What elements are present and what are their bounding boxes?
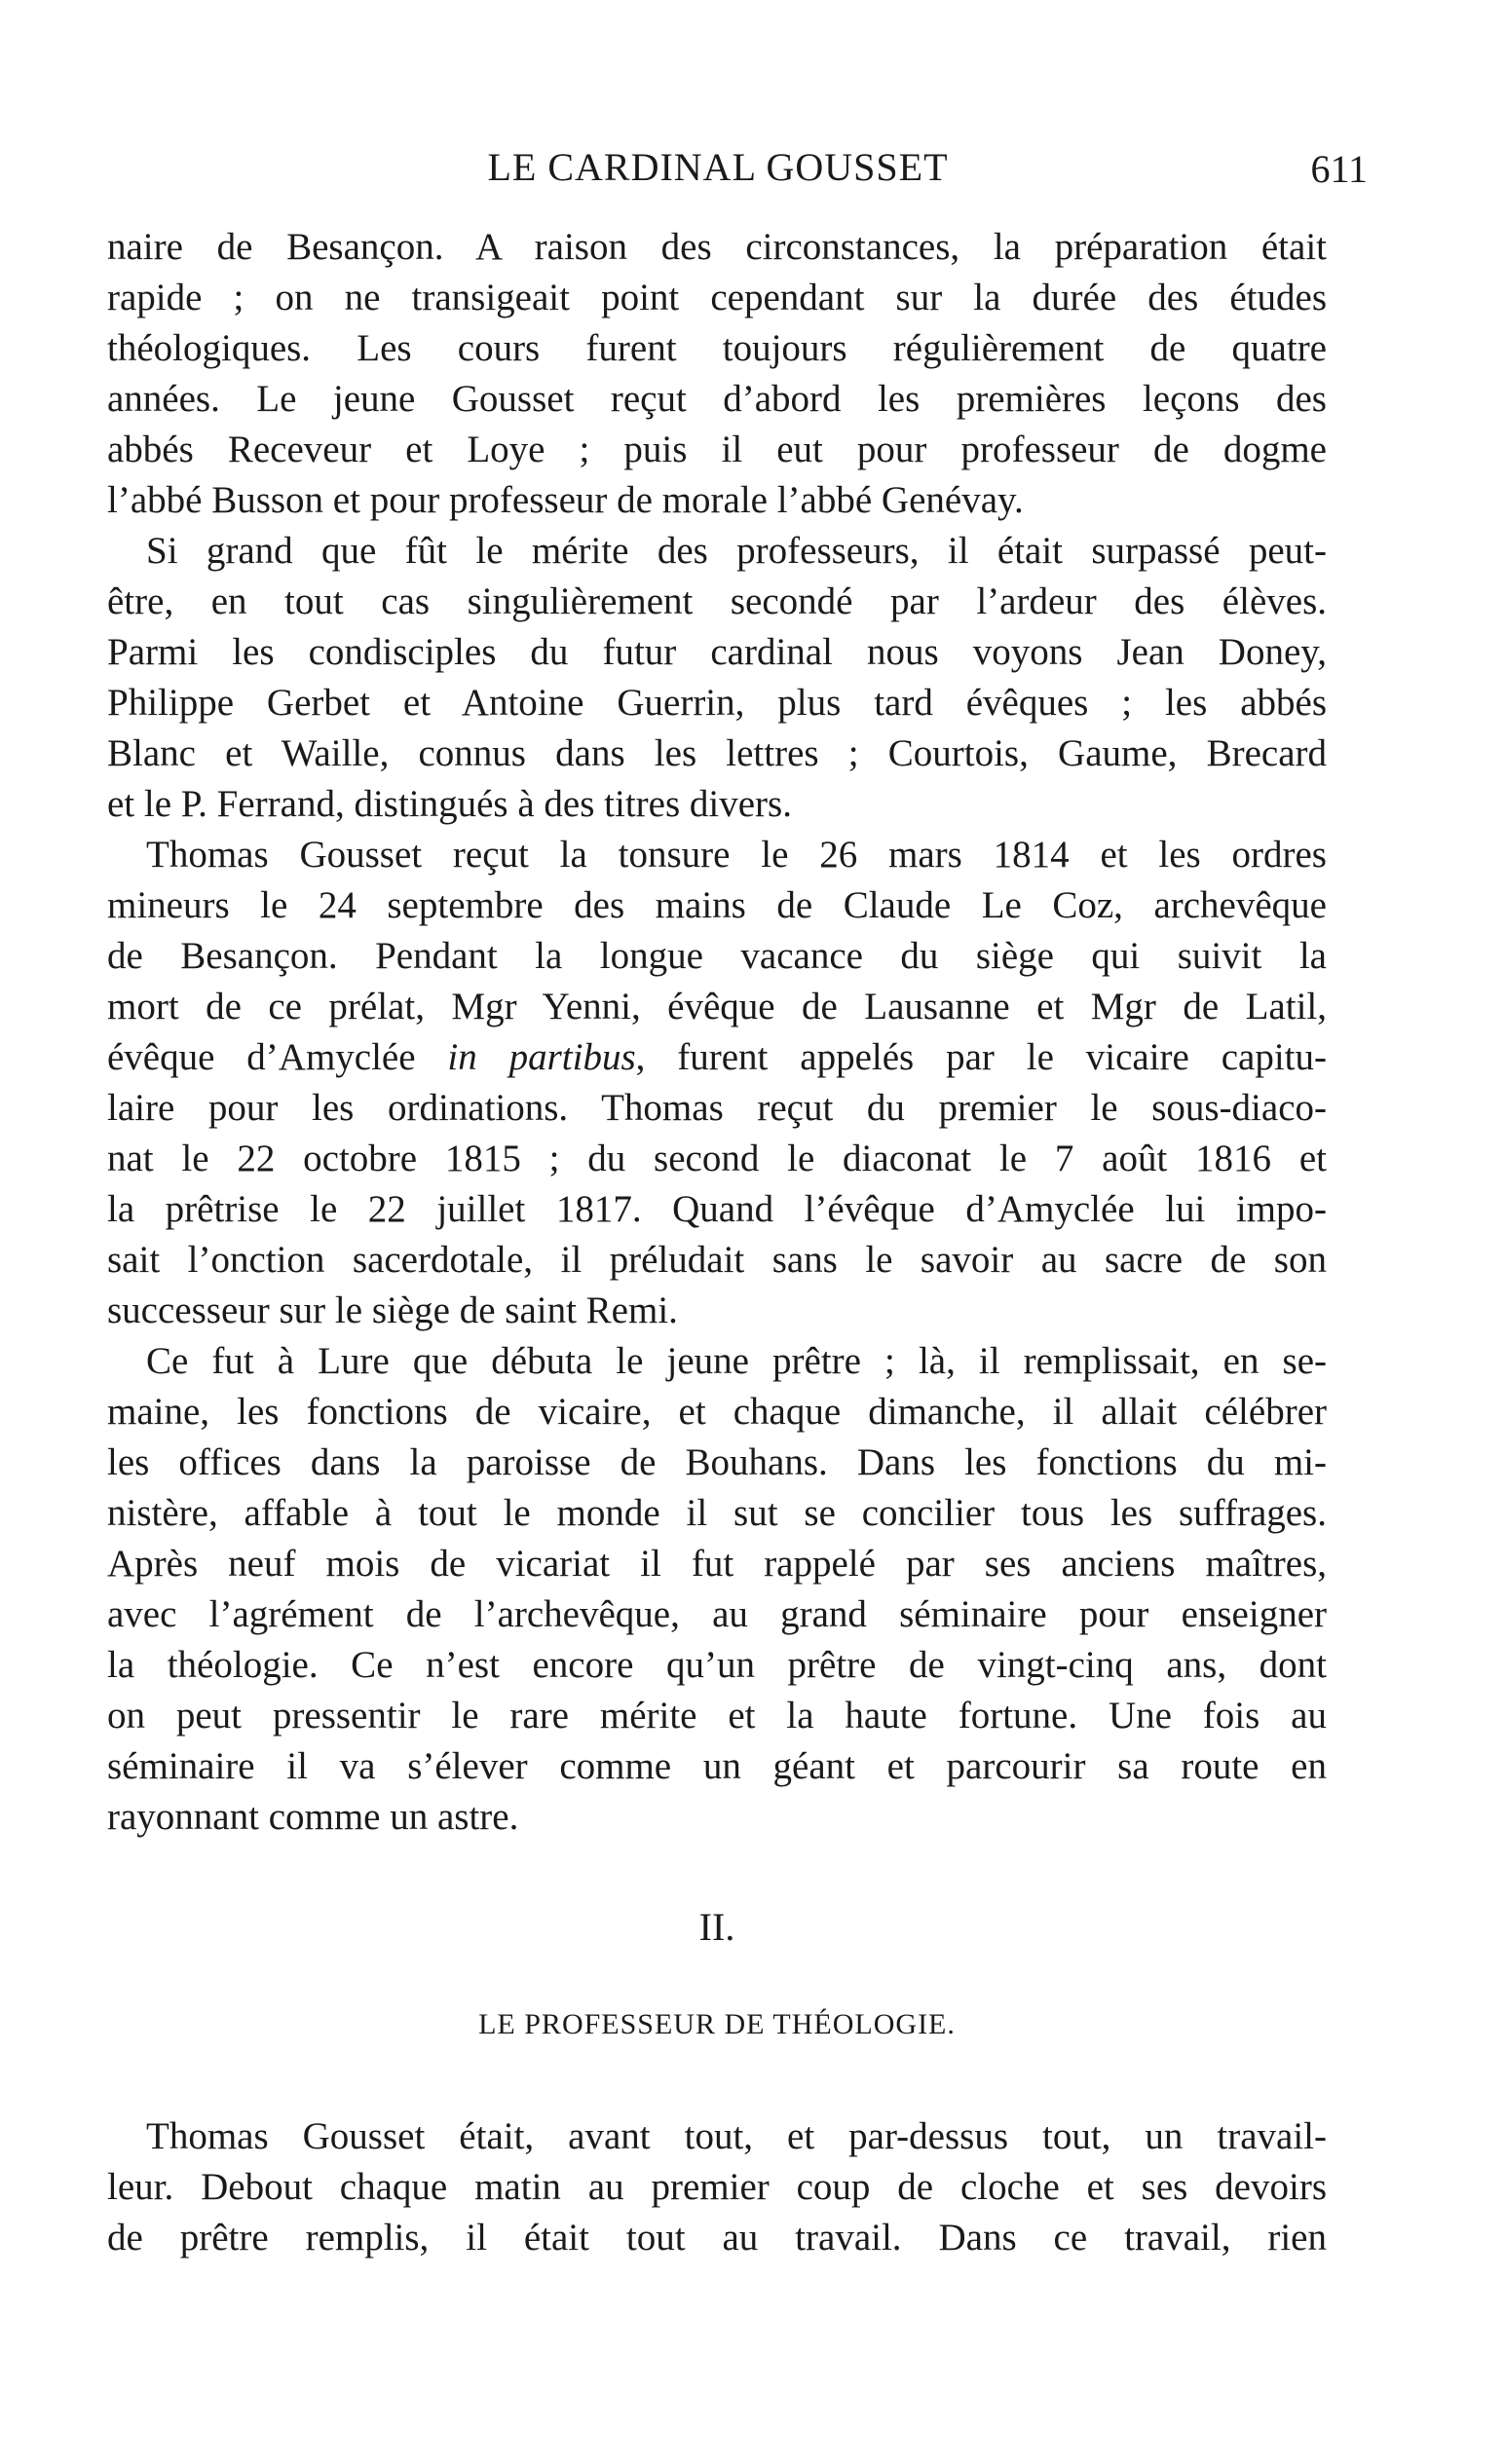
text-line: nistère, affable à tout le monde il sut se concilier tous les suffrages. <box>107 1492 1327 1534</box>
text-line: de prêtre remplis, il était tout au travail. Dans ce travail, rien <box>107 2217 1327 2259</box>
text-line: Thomas Gousset était, avant tout, et par-dessus tout, un travail- <box>146 2115 1327 2157</box>
text-line: être, en tout cas singulièrement secondé par l’ardeur des élèves. <box>107 580 1327 622</box>
text-line: rapide ; on ne transigeait point cependant sur la durée des études <box>107 277 1327 318</box>
text-line: successeur sur le siège de saint Remi. <box>107 1289 678 1331</box>
text-line: rayonnant comme un astre. <box>107 1796 519 1838</box>
text-line: années. Le jeune Gousset reçut d’abord les premières leçons des <box>107 378 1327 420</box>
text-line: séminaire il va s’élever comme un géant et parcourir sa route en <box>107 1745 1327 1787</box>
paragraph <box>107 2111 1327 2263</box>
page-header <box>107 144 1368 203</box>
italic-phrase: in partibus <box>447 1036 636 1078</box>
text-line: Parmi les condisciples du futur cardinal nous voyons Jean Doney, <box>107 631 1327 673</box>
text-line: les offices dans la paroisse de Bouhans. Dans les fonctions du mi- <box>107 1441 1327 1483</box>
text-line: mineurs le 24 septembre des mains de Claude Le Coz, archevêque <box>107 884 1327 926</box>
text-line: sait l’onction sacerdotale, il préludait sans le savoir au sacre de son <box>107 1239 1327 1281</box>
text-line: laire pour les ordinations. Thomas reçut du premier le sous-diaco- <box>107 1087 1327 1129</box>
text-line: de Besançon. Pendant la longue vacance du siège qui suivit la <box>107 935 1327 977</box>
text-line: Thomas Gousset reçut la tonsure le 26 mars 1814 et les ordres <box>146 834 1327 876</box>
text-line: la prêtrise le 22 juillet 1817. Quand l’évêque d’Amyclée lui impo- <box>107 1188 1327 1230</box>
text-line: on peut pressentir le rare mérite et la haute fortune. Une fois au <box>107 1695 1327 1736</box>
text-line: abbés Receveur et Loye ; puis il eut pour professeur de dogme <box>107 429 1327 470</box>
text-line: l’abbé Busson et pour professeur de morale l’abbé Genévay. <box>107 479 1024 521</box>
paragraph <box>107 526 1327 830</box>
text-line: et le P. Ferrand, distingués à des titres divers. <box>107 783 792 825</box>
text-line: Si grand que fût le mérite des professeurs, il était surpassé peut- <box>146 530 1327 572</box>
paragraph <box>107 1336 1327 1843</box>
running-title: LE CARDINAL GOUSSET <box>487 145 949 189</box>
body-text <box>107 222 1327 1843</box>
section-title: LE PROFESSEUR DE THÉOLOGIE. <box>478 2008 956 2040</box>
text-run: évêque d’Amyclée <box>107 1036 448 1078</box>
text-line <box>107 1032 1327 1083</box>
text-line: leur. Debout chaque matin au premier coup de cloche et ses devoirs <box>107 2166 1327 2208</box>
text-line: la théologie. Ce n’est encore qu’un prêtre de vingt-cinq ans, dont <box>107 1644 1327 1686</box>
section-number: II. <box>698 1905 735 1949</box>
text-line: Philippe Gerbet et Antoine Guerrin, plus tard évêques ; les abbés <box>107 682 1327 724</box>
text-line: Ce fut à Lure que débuta le jeune prêtre ; là, il remplissait, en se- <box>146 1340 1327 1382</box>
text-line: Après neuf mois de vicariat il fut rappelé par ses anciens maîtres, <box>107 1543 1327 1585</box>
section-body-text <box>107 2111 1327 2263</box>
page-number: 611 <box>1310 147 1368 191</box>
text-line: mort de ce prélat, Mgr Yenni, évêque de Lausanne et Mgr de Latil, <box>107 986 1327 1027</box>
text-line: naire de Besançon. A raison des circonstances, la préparation était <box>107 226 1327 268</box>
paragraph <box>107 222 1327 526</box>
text-line: théologiques. Les cours furent toujours régulièrement de quatre <box>107 327 1327 369</box>
paragraph <box>107 830 1327 1336</box>
text-line: Blanc et Waille, connus dans les lettres ; Courtois, Gaume, Brecard <box>107 732 1327 774</box>
text-run: , furent appelés par le vicaire capitu- <box>635 1036 1327 1078</box>
text-line: avec l’agrément de l’archevêque, au grand séminaire pour enseigner <box>107 1593 1327 1635</box>
text-line: nat le 22 octobre 1815 ; du second le diaconat le 7 août 1816 et <box>107 1138 1327 1179</box>
text-line: maine, les fonctions de vicaire, et chaque dimanche, il allait célébrer <box>107 1391 1327 1433</box>
